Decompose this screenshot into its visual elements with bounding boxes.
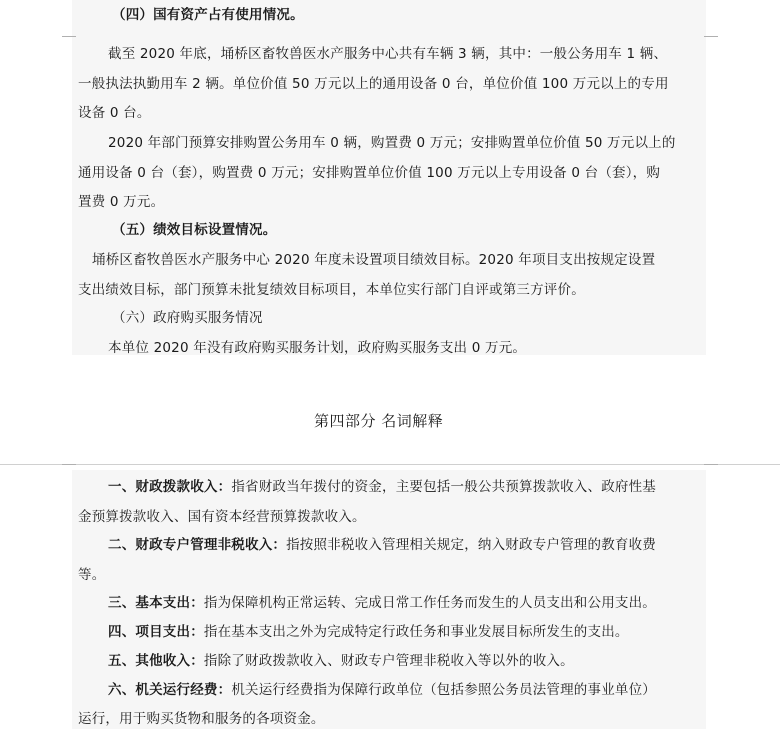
section-4-paragraph-2-line-3: 置费 0 万元。	[78, 194, 165, 210]
term-4-definition: 指在基本支出之外为完成特定行政任务和事业发展目标所发生的支出。	[203, 624, 629, 640]
section-4-paragraph-2-line-2: 通用设备 0 台（套），购置费 0 万元；安排购置单位价值 100 万元以上专用设备 0 台（套），购	[78, 165, 661, 181]
term-3-definition: 指为保障机构正常运转、完成日常工作任务而发生的人员支出和公用支出。	[203, 595, 657, 611]
margin-mark-bottom-left	[62, 458, 76, 465]
term-1-line-2: 金预算拨款收入、国有资本经营预算拨款收入。	[78, 509, 366, 525]
term-5-definition: 指除了财政拨款收入、财政专户管理非税收入等以外的收入。	[203, 653, 574, 669]
term-4-label: 四、项目支出：	[108, 624, 204, 640]
term-6-line-1	[108, 681, 656, 699]
section-4-paragraph-1-line-2: 一般执法执勤用车 2 辆。单位价值 50 万元以上的通用设备 0 台，单位价值 100 万元以上的专用	[78, 76, 669, 92]
term-1-label: 一、财政拨款收入：	[108, 479, 232, 495]
margin-mark-bottom-right	[704, 458, 718, 465]
term-6-line-2: 运行，用于购买货物和服务的各项资金。	[78, 711, 325, 727]
section-4-heading: （四）国有资产占有使用情况。	[112, 7, 304, 23]
term-2-line-2: 等。	[78, 567, 106, 583]
term-2-definition: 指按照非税收入管理相关规定，纳入财政专户管理的教育收费	[286, 537, 657, 553]
term-6-definition: 机关运行经费指为保障行政单位（包括参照公务员法管理的事业单位）	[231, 682, 657, 698]
term-3-label: 三、基本支出：	[108, 595, 204, 611]
page-break-line	[0, 464, 780, 465]
section-4-paragraph-1-line-3: 设备 0 台。	[78, 105, 151, 121]
term-6-label: 六、机关运行经费：	[108, 682, 232, 698]
margin-mark-top-left	[62, 36, 76, 43]
term-3-line-1	[108, 594, 656, 612]
page-1-text-area	[72, 0, 706, 355]
section-4-paragraph-1-line-1: 截至 2020 年底，埇桥区畜牧兽医水产服务中心共有车辆 3 辆，其中：一般公务用车 1 辆、	[108, 46, 668, 62]
section-4-paragraph-2-line-1: 2020 年部门预算安排购置公务用车 0 辆，购置费 0 万元；安排购置单位价值 50 万元以上的	[108, 135, 676, 151]
page-2-text-area	[72, 470, 706, 729]
section-5-heading: （五）绩效目标设置情况。	[112, 222, 277, 238]
term-5-line-1	[108, 652, 574, 670]
section-6-paragraph: 本单位 2020 年没有政府购买服务计划，政府购买服务支出 0 万元。	[108, 340, 527, 356]
term-5-label: 五、其他收入：	[108, 653, 204, 669]
section-5-paragraph-line-2: 支出绩效目标，部门预算未批复绩效目标项目，本单位实行部门自评或第三方评价。	[78, 282, 585, 298]
section-5-paragraph-line-1: 埇桥区畜牧兽医水产服务中心 2020 年度未设置项目绩效目标。2020 年项目支出按规定设置	[92, 252, 656, 268]
term-2-line-1	[108, 536, 656, 554]
term-1-line-1	[108, 478, 656, 496]
term-4-line-1	[108, 623, 629, 641]
term-2-label: 二、财政专户管理非税收入：	[108, 537, 287, 553]
document-page-2	[0, 470, 780, 729]
section-6-heading: （六）政府购买服务情况	[112, 310, 263, 326]
page-gap	[0, 372, 780, 470]
term-1-definition: 指省财政当年拨付的资金，主要包括一般公共预算拨款收入、政府性基	[231, 479, 657, 495]
margin-mark-top-right	[704, 36, 718, 43]
part-4-title: 第四部分 名词解释	[314, 412, 444, 430]
